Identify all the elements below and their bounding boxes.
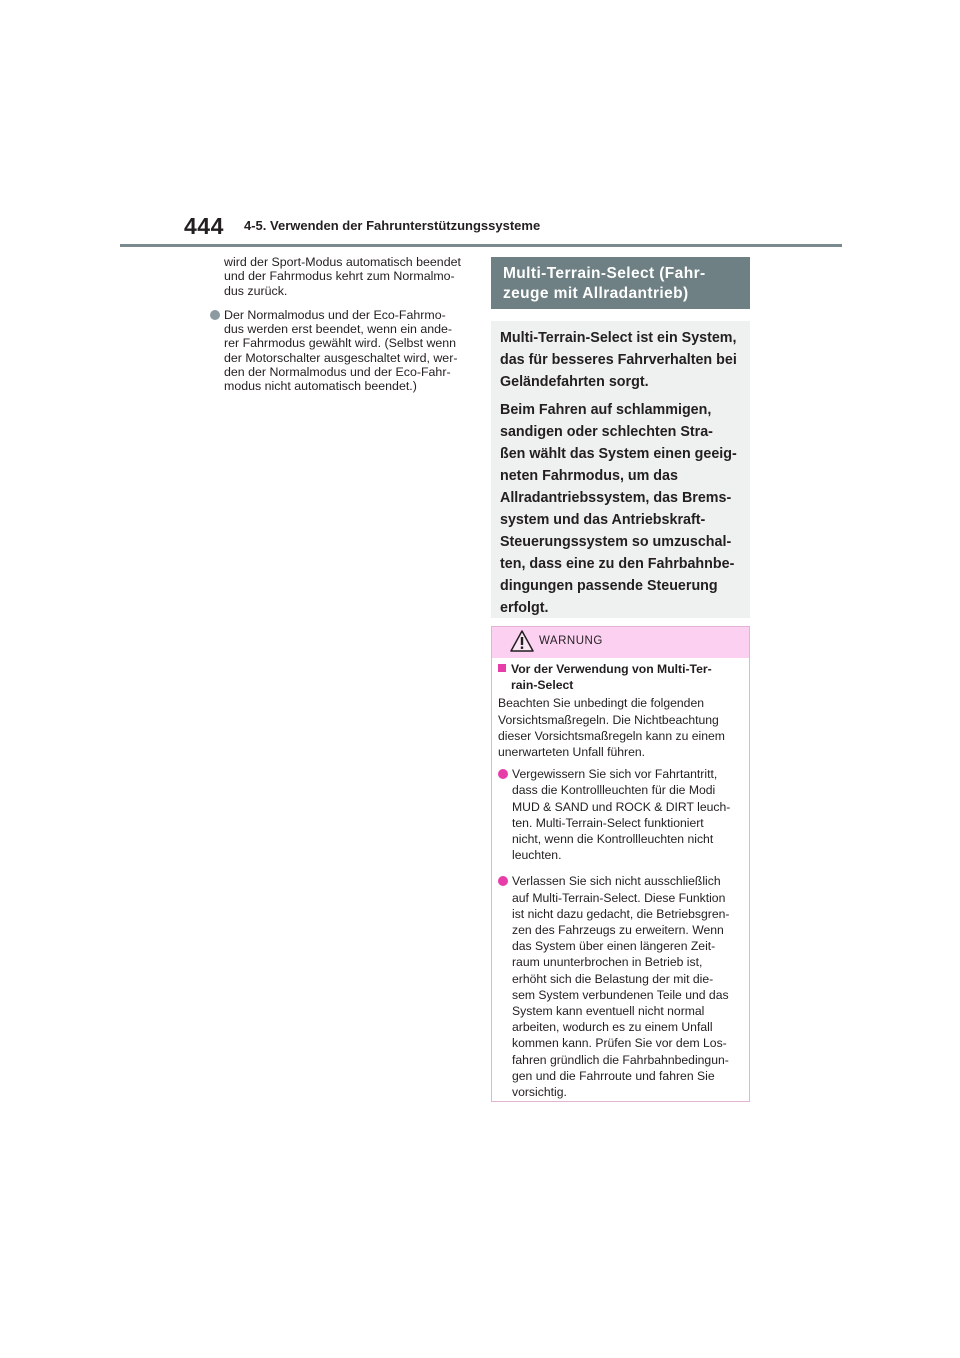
intro-paragraph: Beim Fahren auf schlammigen, sandigen oder schlechten Stra- ßen wählt das System einen geeig- neten Fahrmodus, um das Allradantriebssystem, das Brems- system und das Antriebskraft- Steuerungssystem so umzuschal- ten, dass eine zu den Fahrbahnbe- dingungen passende Steuerung erfolgt. xyxy=(500,402,737,616)
warning-body xyxy=(492,658,749,1100)
intro-box xyxy=(491,321,750,618)
warning-box xyxy=(491,626,750,1102)
intro-paragraph: Multi-Terrain-Select ist ein System, das für besseres Fahrverhalten bei Geländefahrten sorgt. xyxy=(500,330,737,390)
continued-paragraph: wird der Sport-Modus automatisch beendet und der Fahrmodus kehrt zum Normalmo- dus zurück. xyxy=(224,255,461,298)
header-rule xyxy=(120,244,842,247)
section-title: 4-5. Verwenden der Fahrunterstützungssysteme xyxy=(244,218,541,233)
warning-header xyxy=(492,627,749,658)
warning-triangle-icon xyxy=(510,630,534,652)
warning-bullet: Vergewissern Sie sich vor Fahrtantritt, dass die Kontrollleuchten für die Modi MUD & SAND und ROCK & DIRT leuch- ten. Multi-Terrain-Select funktioniert nicht, wenn die Kontrollleuchten nicht leuchten. xyxy=(498,766,743,863)
warning-label: WARNUNG xyxy=(539,635,603,647)
warning-paragraph: Beachten Sie unbedingt die folgenden Vorsichtsmaßregeln. Die Nichtbeachtung dieser Vorsichtsmaßregeln kann zu einem unerwarteten Unfall führen. xyxy=(498,696,725,760)
warning-subheading: Vor der Verwendung von Multi-Ter- rain-Select xyxy=(498,661,743,693)
bullet-dot-icon xyxy=(210,310,220,320)
bullet-dot-icon xyxy=(498,769,508,779)
page-number: 444 xyxy=(184,213,224,239)
warning-bullet: Verlassen Sie sich nicht ausschließlich auf Multi-Terrain-Select. Diese Funktion ist nicht dazu gedacht, die Betriebsgren- zen des Fahrzeugs zu erweitern. Wenn das System über einen längeren Zeit- raum ununterbrochen in Betrieb ist, erhöht sich die Belastung der mit die- sem System verbundenen Teile und das System kann eventuell nicht normal arbeiten, wodurch es zu einem Unfall kommen kann. Prüfen Sie vor dem Los- fahren gründlich die Fahrbahnbedingun- gen und die Fahrroute und fahren Sie vorsichtig. xyxy=(498,873,743,1100)
square-bullet-icon xyxy=(498,664,506,672)
bullet-item: Der Normalmodus und der Eco-Fahrmo- dus werden erst beendet, wenn ein ande- rer Fahrmodus gewählt wird. (Selbst wenn der Motorschalter ausgeschaltet wird, wer- den der Normalmodus und der Eco-Fahr- modus nicht automatisch beendet.) xyxy=(210,308,468,394)
section-heading: Multi-Terrain-Select (Fahr- zeuge mit Allradantrieb) xyxy=(491,257,750,309)
bullet-dot-icon xyxy=(498,876,508,886)
left-column xyxy=(210,255,468,404)
